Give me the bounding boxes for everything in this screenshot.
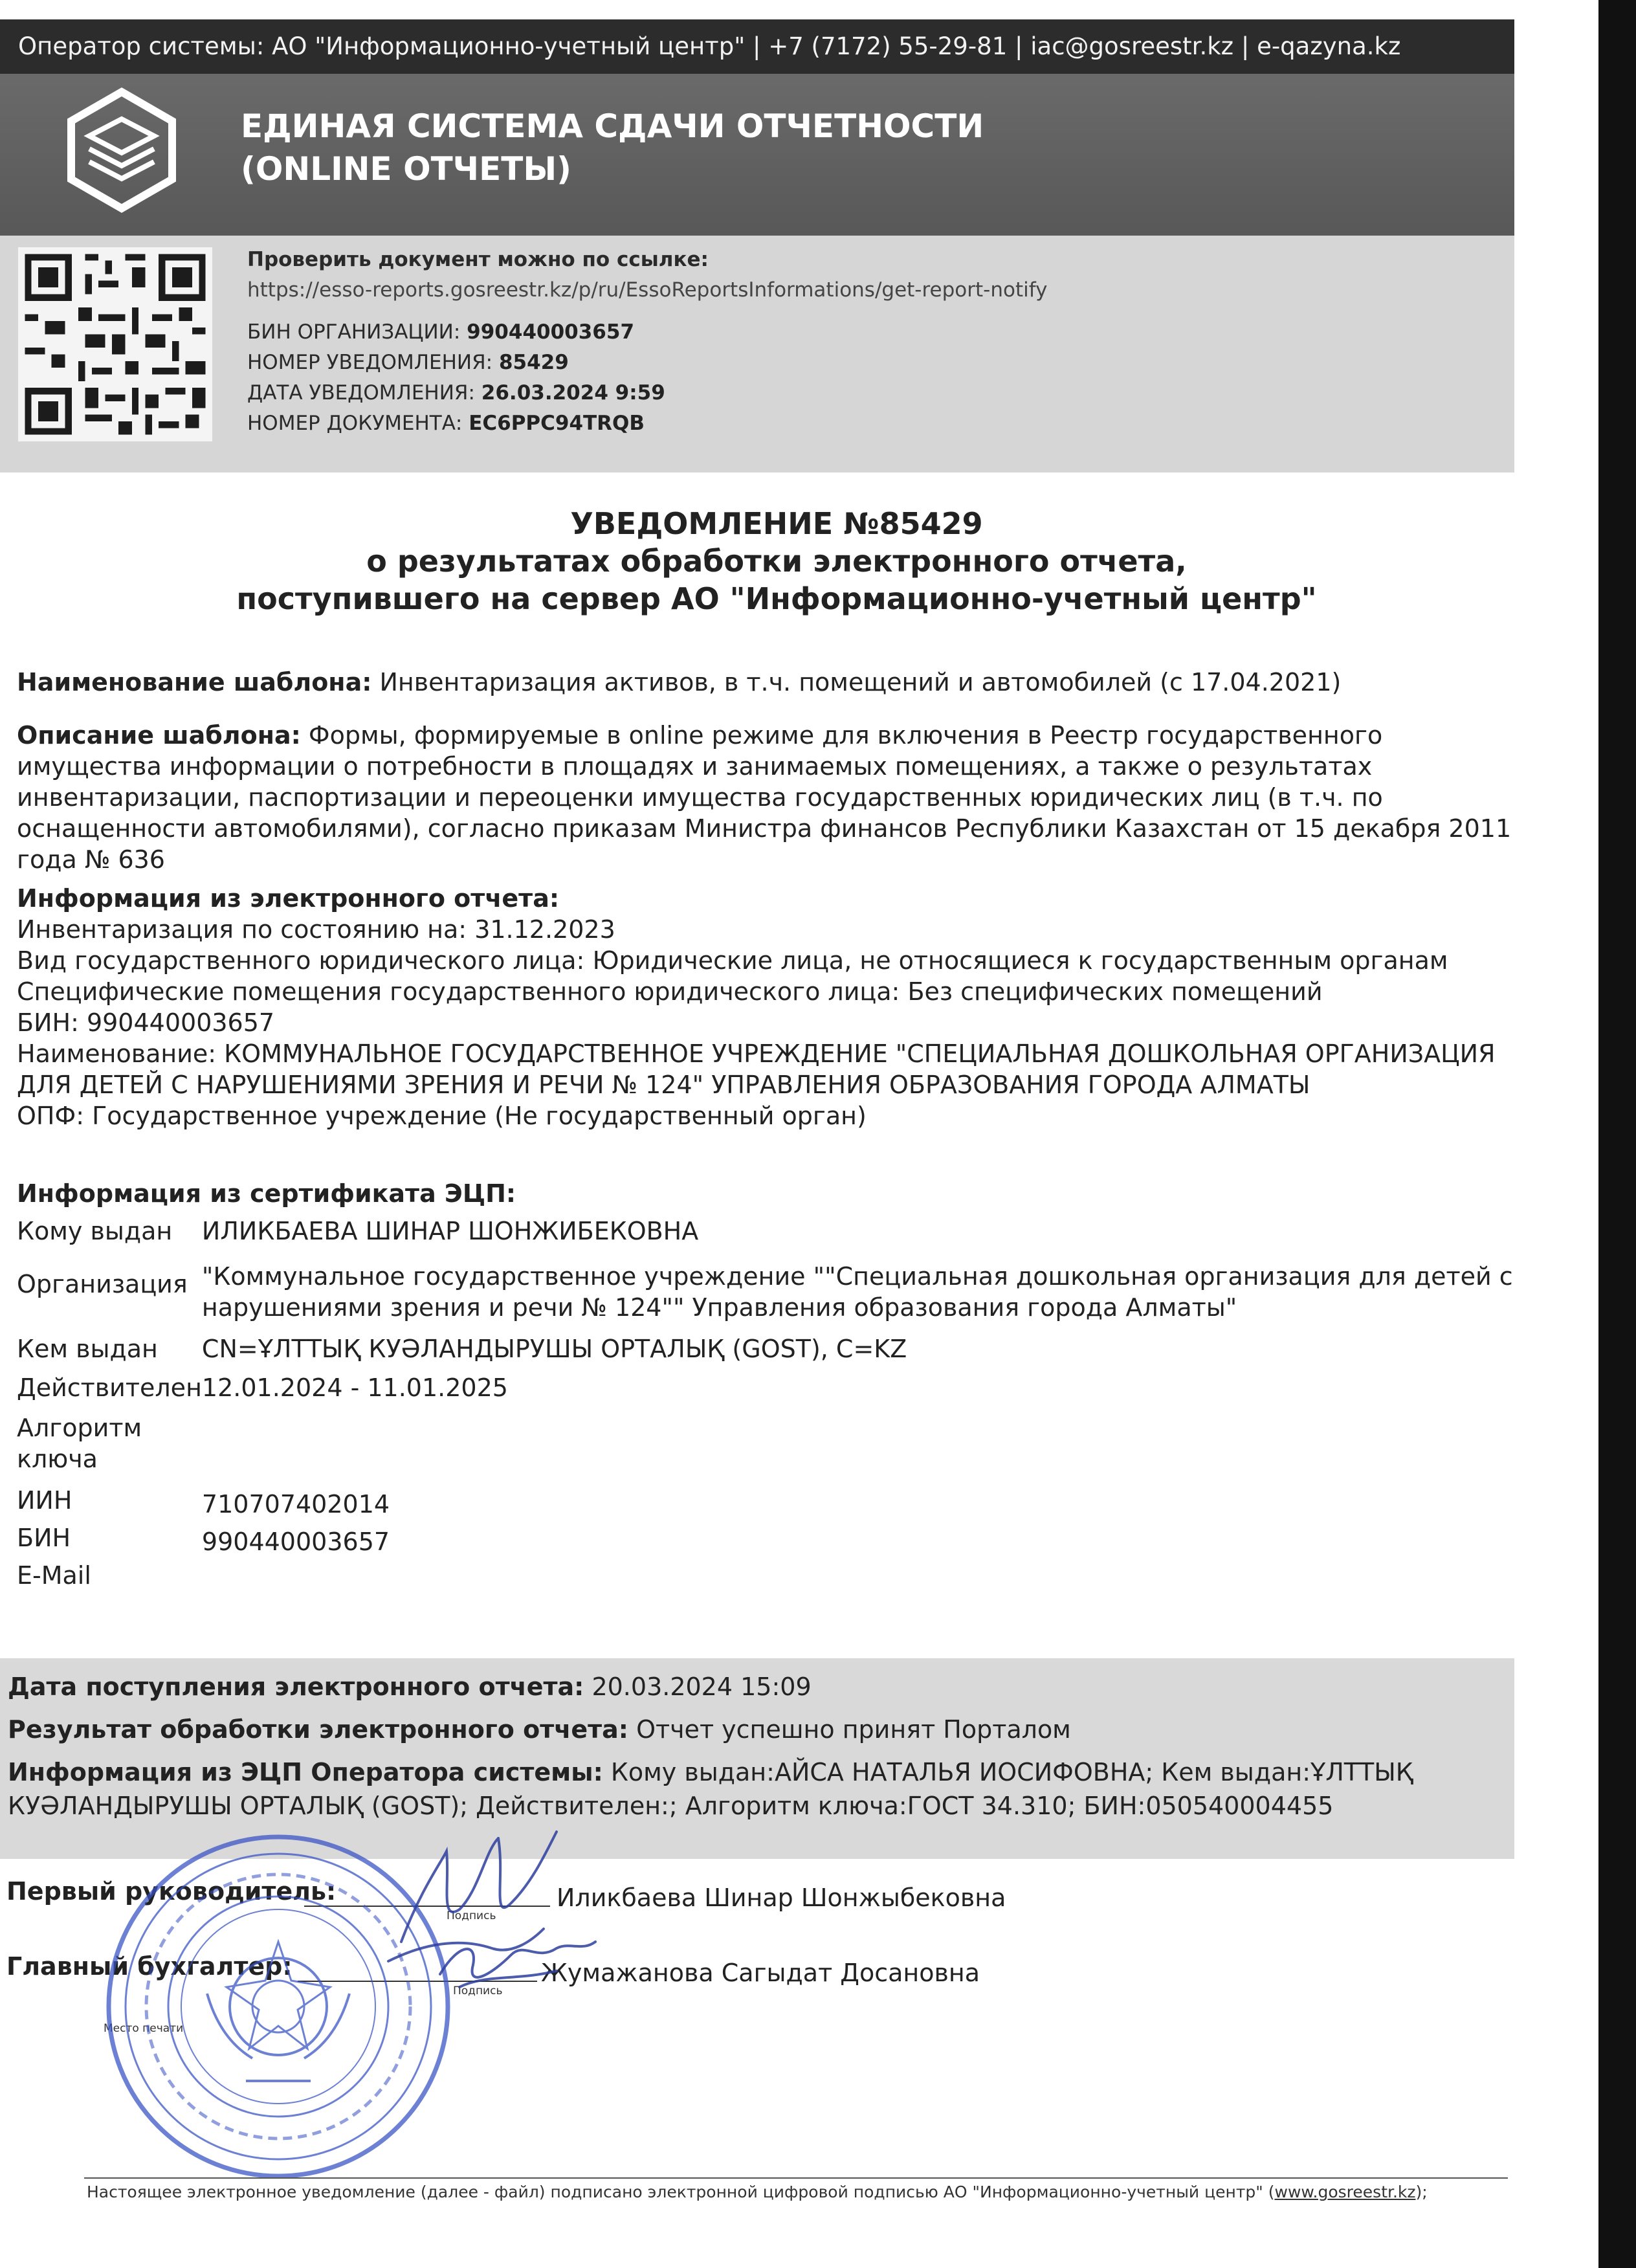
cert-key: Действителен	[17, 1373, 202, 1402]
system-title-line1: ЕДИНАЯ СИСТЕМА СДАЧИ ОТЧЕТНОСТИ	[241, 107, 984, 145]
report-info-line: Вид государственного юридического лица: Юридические лица, не относящиеся к государственным органам	[17, 946, 1448, 975]
operator-bar: Оператор системы: АО "Информационно-учетный центр" | +7 (7172) 55-29-81 | iac@gosreestr.kz | e-qazyna.kz	[0, 19, 1514, 74]
cert-value: 710707402014	[201, 1490, 390, 1518]
received-date-row	[8, 1670, 1496, 1704]
received-date-label: Дата поступления электронного отчета:	[8, 1673, 584, 1701]
cert-table	[17, 1216, 1522, 1597]
template-name-value: Инвентаризация активов, в т.ч. помещений и автомобилей (с 17.04.2021)	[379, 668, 1342, 696]
notice-date-value: 26.03.2024 9:59	[481, 381, 665, 405]
document-number-row	[247, 408, 1047, 439]
report-info-line: ОПФ: Государственное учреждение (Не государственный орган)	[17, 1102, 867, 1130]
bin-row	[247, 317, 1047, 348]
cert-key: Организация	[17, 1270, 188, 1298]
head-name: Иликбаева Шинар Шонжыбековна	[557, 1884, 1006, 1912]
verification-panel	[0, 236, 1514, 472]
notice-title: УВЕДОМЛЕНИЕ №85429	[570, 506, 983, 541]
notice-date-label: ДАТА УВЕДОМЛЕНИЯ:	[247, 381, 475, 405]
cert-value: ИЛИКБАЕВА ШИНАР ШОНЖИБЕКОВНА	[201, 1217, 699, 1245]
template-description-label: Описание шаблона:	[17, 721, 301, 750]
verification-details	[247, 245, 1047, 439]
template-name-label: Наименование шаблона:	[17, 668, 372, 696]
cert-key: ИИН	[17, 1486, 72, 1515]
seal-caption: Место печати	[104, 2022, 184, 2035]
cert-key: Алгоритм ключа	[17, 1414, 142, 1473]
template-description-value: Формы, формируемые в online режиме для включения в Реестр государственного имущества информации о потребности в площадях и занимаемых помещениях, а также о результатах инвентаризации, паспортизации и переоценки имущества государственных юридических лиц (в т.ч. по оснащенности автомобилями), согласно приказам Министра финансов Республики Казахстан от 15 декабря 2011 года № 636	[17, 721, 1512, 874]
sign-caption: Подпись	[453, 1984, 503, 1997]
operator-signature-row	[8, 1755, 1496, 1823]
bin-label: БИН ОРГАНИЗАЦИИ:	[247, 320, 461, 344]
cert-value	[202, 1412, 1522, 1485]
notice-number-value: 85429	[498, 351, 569, 374]
notice-heading	[0, 505, 1553, 617]
document-number-value: EC6PPC94TRQB	[469, 412, 645, 435]
cert-value	[202, 1560, 1522, 1597]
sign-caption: Подпись	[447, 1909, 496, 1922]
cert-title	[17, 1178, 1525, 1209]
system-title	[241, 105, 984, 190]
accountant-label: Главный бухгалтер:	[6, 1952, 293, 1981]
operator-signature-value: Кому выдан:АЙСА НАТАЛЬЯ ИОСИФОВНА; Кем выдан:ҰЛТТЫҚ КУӘЛАНДЫРУШЫ ОРТАЛЫҚ (GOST); Действителен:; Алгоритм ключа:ГОСТ 34.310; БИН:050540004455	[8, 1758, 1413, 1820]
received-date-value: 20.03.2024 15:09	[591, 1673, 812, 1701]
cert-row	[17, 1485, 1522, 1522]
verify-url[interactable]: https://esso-reports.gosreestr.kz/p/ru/EssoReportsInformations/get-report-notify	[247, 278, 1048, 302]
report-info-line: Инвентаризация по состоянию на: 31.12.2023	[17, 915, 615, 944]
cert-key: Кем выдан	[17, 1335, 158, 1363]
footer-rule	[84, 2177, 1508, 2179]
cert-value: 12.01.2024 - 11.01.2025	[201, 1373, 508, 1402]
accountant-name: Жумажанова Сагыдат Досановна	[541, 1959, 980, 1987]
cert-value: CN=ҰЛТТЫҚ КУӘЛАНДЫРУШЫ ОРТАЛЫҚ (GOST), C=KZ	[201, 1335, 907, 1363]
processing-result-text	[8, 1670, 1496, 1823]
report-info-line: Наименование: КОММУНАЛЬНОЕ ГОСУДАРСТВЕННОЕ УЧРЕЖДЕНИЕ "СПЕЦИАЛЬНАЯ ДОШКОЛЬНАЯ ОРГАНИЗАЦИЯ ДЛЯ ДЕТЕЙ С НАРУШЕНИЯМИ ЗРЕНИЯ И РЕЧИ № 124" УПРАВЛЕНИЯ ОБРАЗОВАНИЯ ГОРОДА АЛМАТЫ	[17, 1040, 1496, 1099]
bin-value: 990440003657	[467, 320, 635, 344]
processing-result-row	[8, 1713, 1496, 1746]
system-title-line2: (ONLINE ОТЧЕТЫ)	[241, 150, 572, 188]
template-description	[17, 720, 1525, 875]
verify-label: Проверить документ можно по ссылке:	[247, 248, 709, 271]
cert-row	[17, 1216, 1522, 1256]
report-info-line: Специфические помещения государственного юридического лица: Без специфических помещений	[17, 977, 1323, 1006]
cert-row	[17, 1328, 1522, 1372]
footer-text: Настоящее электронное уведомление (далее - файл) подписано электронной цифровой подписью АО "Информационно-учетный центр" (	[87, 2183, 1275, 2201]
report-info	[17, 883, 1525, 1131]
cert-row	[17, 1372, 1522, 1412]
cert-row	[17, 1522, 1522, 1560]
system-banner	[0, 74, 1514, 236]
qr-code-icon[interactable]	[18, 247, 212, 441]
cert-value: "Коммунальное государственное учреждение ""Специальная дошкольная организация для детей с нарушениями зрения и речи № 124"" Управления образования города Алматы"	[201, 1262, 1513, 1322]
notice-number-label: НОМЕР УВЕДОМЛЕНИЯ:	[247, 351, 493, 374]
cert-row	[17, 1412, 1522, 1485]
notice-subtitle-2: поступившего на сервер АО "Информационно-учетный центр"	[236, 581, 1317, 616]
cert-key: Кому выдан	[17, 1217, 173, 1245]
notice-subtitle-1: о результатах обработки электронного отчета,	[366, 544, 1187, 579]
head-label: Первый руководитель:	[6, 1877, 337, 1906]
stacked-layers-hexagon-icon	[57, 85, 186, 215]
template-name	[17, 667, 1525, 698]
operator-signature-label: Информация из ЭЦП Оператора системы:	[8, 1758, 603, 1786]
handwritten-signature-icon	[362, 1812, 634, 2019]
processing-result-label: Результат обработки электронного отчета:	[8, 1715, 628, 1744]
footer-tail: );	[1415, 2183, 1428, 2201]
footer-link[interactable]: www.gosreestr.kz	[1274, 2183, 1416, 2201]
cert-key: БИН	[17, 1524, 71, 1552]
notice-number-row	[247, 348, 1047, 378]
cert-row	[17, 1560, 1522, 1597]
cert-key: E-Mail	[17, 1561, 91, 1590]
report-info-line: БИН: 990440003657	[17, 1008, 275, 1037]
report-info-title: Информация из электронного отчета:	[17, 884, 560, 913]
cert-title-text: Информация из сертификата ЭЦП:	[17, 1179, 516, 1208]
cert-row	[17, 1256, 1522, 1328]
scan-edge	[1598, 0, 1636, 2268]
notice-date-row	[247, 378, 1047, 408]
cert-value: 990440003657	[201, 1528, 390, 1556]
document-number-label: НОМЕР ДОКУМЕНТА:	[247, 412, 463, 435]
footer-note	[87, 2183, 1428, 2201]
processing-result-value: Отчет успешно принят Порталом	[636, 1715, 1071, 1744]
